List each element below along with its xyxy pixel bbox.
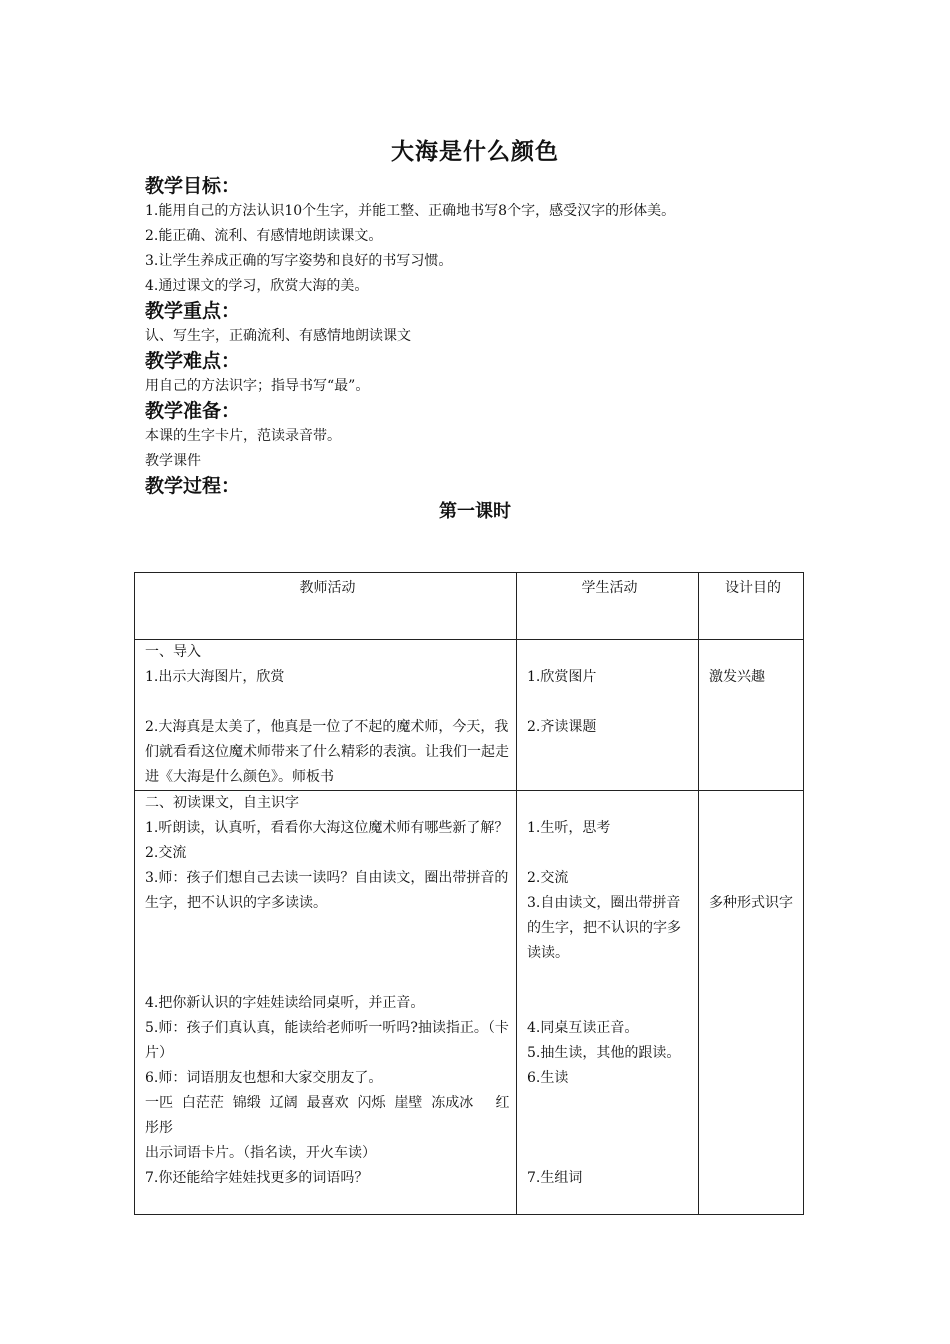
- table-row: [135, 640, 804, 791]
- cell-spacer: [145, 690, 510, 715]
- objective-item: 3.让学生养成正确的写字姿势和良好的书写习惯。: [145, 253, 453, 269]
- cell-line: 2.交流: [527, 870, 569, 886]
- cell-spacer: [527, 841, 692, 866]
- table-row: [135, 791, 804, 1215]
- cell-spacer: [709, 640, 797, 665]
- student-activity-cell: [517, 791, 699, 1215]
- cell-line: 4.同桌互读正音。: [527, 1020, 639, 1036]
- cell-spacer: [145, 916, 510, 941]
- student-activity-cell: [517, 640, 699, 791]
- cell-spacer: [709, 866, 797, 891]
- header-student-activity: 学生活动: [517, 573, 699, 640]
- cell-line: 4.把你新认识的字娃娃读给同桌听，并正音。: [145, 995, 425, 1011]
- cell-line: 5.师：孩子们真认真，能读给老师听一听吗?抽读指正。（卡片）: [145, 1020, 509, 1061]
- cell-line: 2.大海真是太美了，他真是一位了不起的魔术师，今天，我们就看看这位魔术师带来了什么精彩的表演。让我们一起走进《大海是什么颜色》。师板书: [145, 719, 509, 785]
- cell-spacer: [145, 941, 510, 966]
- teacher-activity-cell: [135, 791, 517, 1215]
- preparation-section: [145, 399, 845, 474]
- preparation-item: 教学课件: [145, 453, 201, 469]
- cell-spacer: [527, 690, 692, 715]
- key-points-heading: 教学重点：: [145, 300, 241, 322]
- design-purpose-cell: [699, 791, 804, 1215]
- cell-line: 2.齐读课题: [527, 719, 597, 735]
- header-design-purpose: 设计目的: [699, 573, 804, 640]
- cell-line: 1.欣赏图片: [527, 669, 597, 685]
- cell-line: 3.师：孩子们想自己去读一读吗？自由读文，圈出带拼音的生字，把不认识的字多读读。: [145, 870, 509, 911]
- process-section: [145, 474, 845, 499]
- cell-line: 二、初读课文，自主识字: [145, 795, 299, 811]
- cell-spacer: [527, 966, 692, 991]
- objective-item: 1.能用自己的方法认识10个生字，并能工整、正确地书写8个字，感受汉字的形体美。: [145, 203, 676, 219]
- preparation-heading: 教学准备：: [145, 400, 241, 422]
- table-header-row: [135, 573, 804, 640]
- cell-line: 一、导入: [145, 644, 201, 660]
- cell-line: 多种形式识字: [709, 895, 793, 911]
- document-title: 大海是什么颜色: [391, 139, 559, 165]
- cell-line: 2.交流: [145, 845, 187, 861]
- cell-spacer: [145, 966, 510, 991]
- cell-line: 6.师：词语朋友也想和大家交朋友了。: [145, 1070, 383, 1086]
- cell-line: 1.生听，思考: [527, 820, 611, 836]
- lesson-plan-table: [134, 572, 804, 1215]
- cell-spacer: [709, 791, 797, 816]
- objectives-heading: 教学目标：: [145, 175, 241, 197]
- key-points-text: 认、写生字，正确流利、有感情地朗读课文: [145, 328, 411, 344]
- cell-spacer: [527, 640, 692, 665]
- process-heading: 教学过程：: [145, 475, 241, 497]
- teacher-activity-cell: [135, 640, 517, 791]
- cell-line: 7.生组词: [527, 1170, 583, 1186]
- objective-item: 2.能正确、流利、有感情地朗读课文。: [145, 228, 383, 244]
- objectives-section: [145, 174, 845, 299]
- key-points-section: [145, 299, 845, 349]
- cell-spacer: [527, 791, 692, 816]
- cell-line: 3.自由读文，圈出带拼音的生字，把不认识的字多读读。: [527, 895, 681, 961]
- header-teacher-activity: 教师活动: [135, 573, 517, 640]
- cell-spacer: [709, 841, 797, 866]
- cell-line: 7.你还能给字娃娃找更多的词语吗？: [145, 1170, 369, 1186]
- cell-spacer: [527, 1116, 692, 1141]
- difficulties-text: 用自己的方法识字；指导书写“最”。: [145, 378, 370, 394]
- preparation-item: 本课的生字卡片，范读录音带。: [145, 428, 341, 444]
- cell-line: 6.生读: [527, 1070, 569, 1086]
- design-purpose-cell: [699, 640, 804, 791]
- cell-spacer: [527, 1141, 692, 1166]
- cell-spacer: [527, 991, 692, 1016]
- cell-line: 一匹 白茫茫 锦缎 辽阔 最喜欢 闪烁 崖壁 冻成冰 红彤彤: [145, 1095, 510, 1136]
- cell-line: 1.听朗读，认真听，看看你大海这位魔术师有哪些新了解？: [145, 820, 509, 836]
- objective-item: 4.通过课文的学习，欣赏大海的美。: [145, 278, 369, 294]
- cell-line: 激发兴趣: [709, 669, 765, 685]
- cell-spacer: [709, 816, 797, 841]
- cell-spacer: [527, 1091, 692, 1116]
- lesson-title: 第一课时: [439, 501, 511, 522]
- cell-line: 1.出示大海图片，欣赏: [145, 669, 285, 685]
- cell-line: 5.抽生读，其他的跟读。: [527, 1045, 681, 1061]
- difficulties-section: [145, 349, 845, 399]
- cell-line: 出示词语卡片。（指名读，开火车读）: [145, 1145, 376, 1161]
- difficulties-heading: 教学难点：: [145, 350, 241, 372]
